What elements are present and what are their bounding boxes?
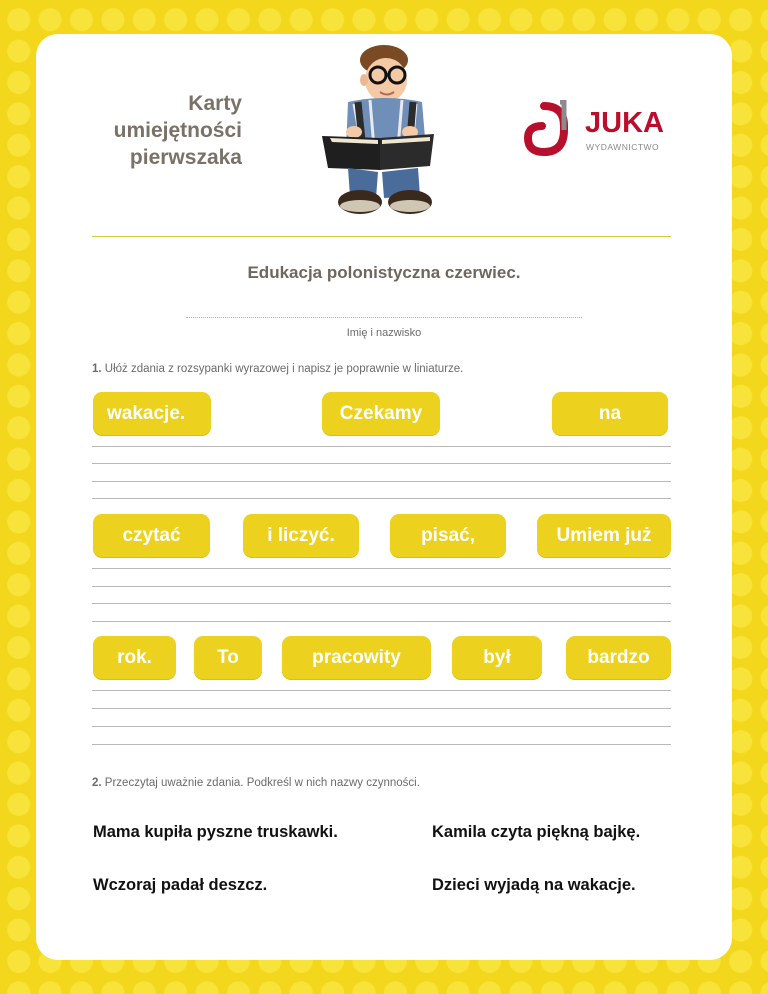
name-writing-line[interactable] — [186, 317, 582, 318]
writing-line — [92, 446, 671, 447]
word-tile[interactable]: i liczyć. — [243, 514, 359, 557]
writing-line — [92, 498, 671, 499]
word-tile[interactable]: pracowity — [282, 636, 431, 679]
sentence: Wczoraj padał deszcz. — [93, 876, 268, 894]
boy-reading-illustration — [318, 40, 442, 218]
juka-logo-icon — [524, 100, 582, 158]
sentence: Mama kupiła pyszne truskawki. — [93, 823, 338, 841]
writing-line — [92, 586, 671, 587]
word-tile[interactable]: Umiem już — [537, 514, 671, 557]
sentence: Dzieci wyjadą na wakacje. — [432, 876, 636, 894]
word-tile[interactable]: wakacje. — [93, 392, 211, 435]
page-heading: Edukacja polonistyczna czerwiec. — [247, 263, 521, 282]
task-number: 1. — [92, 363, 102, 375]
logo-subtitle: WYDAWNICTWO — [586, 142, 660, 152]
word-tile[interactable]: rok. — [93, 636, 176, 679]
word-tile[interactable]: Czekamy — [322, 392, 440, 435]
title-line: umiejętności — [113, 119, 242, 142]
word-tile[interactable]: bardzo — [566, 636, 671, 679]
writing-line — [92, 690, 671, 691]
writing-line — [92, 603, 671, 604]
writing-line — [92, 621, 671, 622]
writing-line — [92, 481, 671, 482]
task-number: 2. — [92, 777, 102, 789]
header-divider — [92, 236, 671, 237]
word-tile[interactable]: pisać, — [390, 514, 506, 557]
name-label: Imię i nazwisko — [346, 327, 422, 339]
writing-line — [92, 568, 671, 569]
task-1-instruction — [92, 363, 463, 375]
writing-line — [92, 726, 671, 727]
word-tile[interactable]: czytać — [93, 514, 210, 557]
word-tile[interactable]: był — [452, 636, 542, 679]
series-title — [22, 90, 242, 171]
writing-line — [92, 708, 671, 709]
word-tile[interactable]: na — [552, 392, 668, 435]
task-text: Ułóż zdania z rozsypanki wyrazowej i napisz je poprawnie w liniaturze. — [104, 363, 464, 375]
task-text: Przeczytaj uważnie zdania. Podkreśl w nich nazwy czynności. — [104, 777, 420, 789]
title-line: pierwszaka — [129, 146, 242, 169]
word-tile[interactable]: To — [194, 636, 262, 679]
sentence: Kamila czyta piękną bajkę. — [432, 823, 641, 841]
task-2-instruction — [92, 777, 420, 789]
writing-line — [92, 463, 671, 464]
writing-line — [92, 744, 671, 745]
title-line: Karty — [188, 92, 242, 115]
logo-name: JUKA — [585, 107, 664, 139]
